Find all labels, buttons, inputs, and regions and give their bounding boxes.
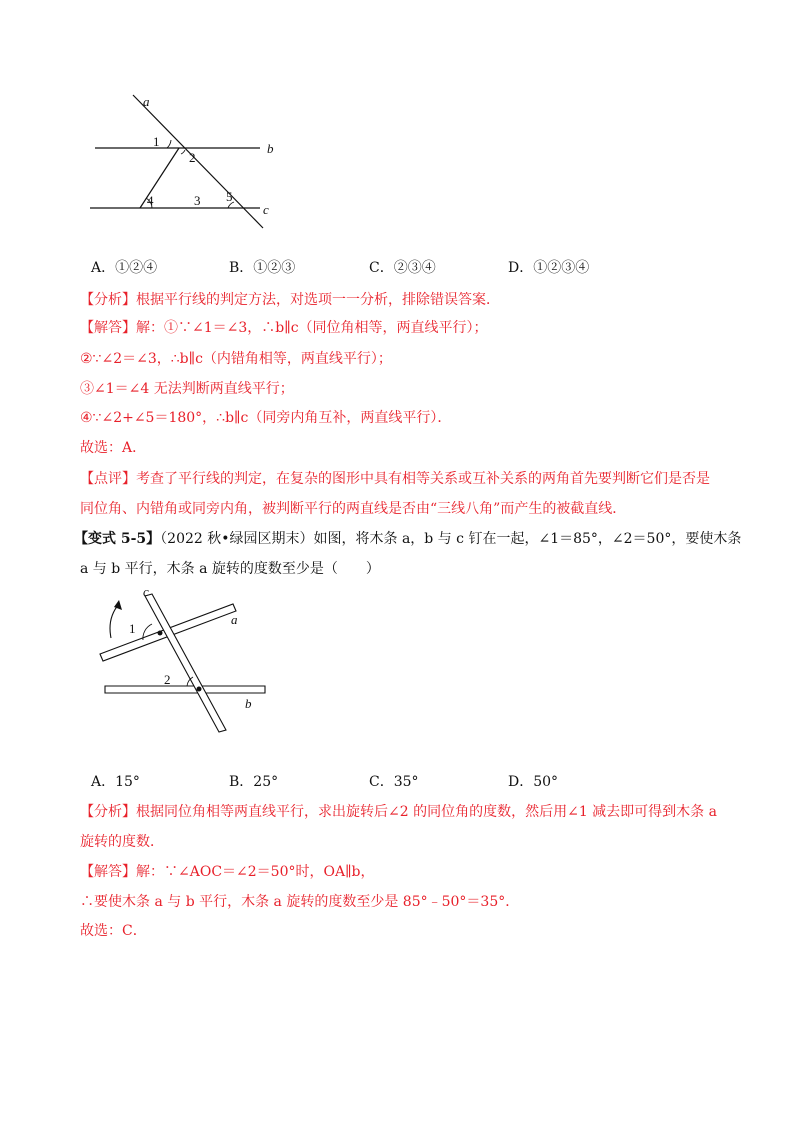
angle-3-label: 3	[194, 193, 201, 208]
rotation-arrow	[110, 604, 119, 638]
q2-stem-line-2: a 与 b 平行，木条 a 旋转的度数至少是（ ）	[80, 561, 380, 577]
angle-2-label: 2	[189, 150, 196, 165]
q1-solution-line-1: 【解答】解：①∵∠1＝∠3，∴b∥c（同位角相等，两直线平行）；	[80, 320, 488, 336]
stick-b	[105, 686, 265, 693]
q1-solution-line-2: ②∵∠2＝∠3，∴b∥c（内错角相等，两直线平行）；	[80, 351, 392, 367]
angle-2-label: 2	[164, 672, 171, 687]
label-a: a	[231, 612, 238, 627]
angle-5-label: 5	[226, 189, 233, 204]
q2-option-a: A．15°	[91, 774, 140, 790]
q2-solution-line-2: ∴要使木条 a 与 b 平行，木条 a 旋转的度数至少是 85°﹣50°＝35°．	[80, 894, 520, 910]
q2-solution-line-1: 【解答】解：∵∠AOC＝∠2＝50°时，OA∥b，	[80, 864, 375, 880]
label-a: a	[143, 94, 150, 109]
nail-1	[158, 631, 163, 636]
label-c: c	[263, 202, 269, 217]
figure-parallel-lines	[85, 90, 295, 230]
q2-analysis-line-1: 【分析】根据同位角相等两直线平行，求出旋转后∠2 的同位角的度数，然后用∠1 减去即可得到木条 a	[80, 804, 717, 820]
angle-1-label: 1	[129, 621, 136, 636]
q2-option-c: C．35°	[369, 774, 419, 790]
angle-4-label: 4	[147, 193, 154, 208]
q2-analysis-line-2: 旋转的度数．	[80, 834, 164, 850]
nail-2	[197, 687, 202, 692]
transversal-segment	[140, 148, 179, 208]
angle-1-label: 1	[153, 134, 160, 149]
q2-option-b: B．25°	[229, 774, 279, 790]
label-c: c	[143, 588, 149, 599]
option-b: B．①②③	[229, 260, 296, 276]
label-b: b	[245, 696, 252, 711]
option-d: D．①②③④	[508, 260, 590, 276]
option-a: A．①②④	[91, 260, 158, 276]
q1-comment-line-1: 【点评】考查了平行线的判定，在复杂的图形中具有相等关系或互补关系的两角首先要判断它们是否是	[80, 471, 710, 487]
option-c: C．②③④	[369, 260, 436, 276]
q1-solution-line-4: ④∵∠2+∠5＝180°，∴b∥c（同旁内角互补，两直线平行）．	[80, 410, 452, 426]
q2-stem-text: （2022 秋•绿园区期末）如图，将木条 a，b 与 c 钉在一起，∠1＝85°，∠2＝50°，要使木条	[160, 531, 742, 547]
q2-option-d: D．50°	[508, 774, 559, 790]
q1-answer: 故选：A．	[80, 440, 147, 456]
q1-solution-line-3: ③∠1＝∠4 无法判断两直线平行；	[80, 381, 294, 397]
q2-stem-line-1	[74, 528, 741, 548]
figure-rotating-sticks	[95, 588, 280, 738]
q1-analysis: 【分析】根据平行线的判定方法，对选项一一分析，排除错误答案．	[80, 292, 500, 308]
label-b: b	[267, 141, 274, 156]
q2-tag: 【变式 5-5】	[74, 531, 161, 547]
q2-answer: 故选：C．	[80, 923, 147, 939]
q1-comment-line-2: 同位角、内错角或同旁内角，被判断平行的两直线是否由“三线八角”而产生的被截直线．	[80, 501, 627, 517]
